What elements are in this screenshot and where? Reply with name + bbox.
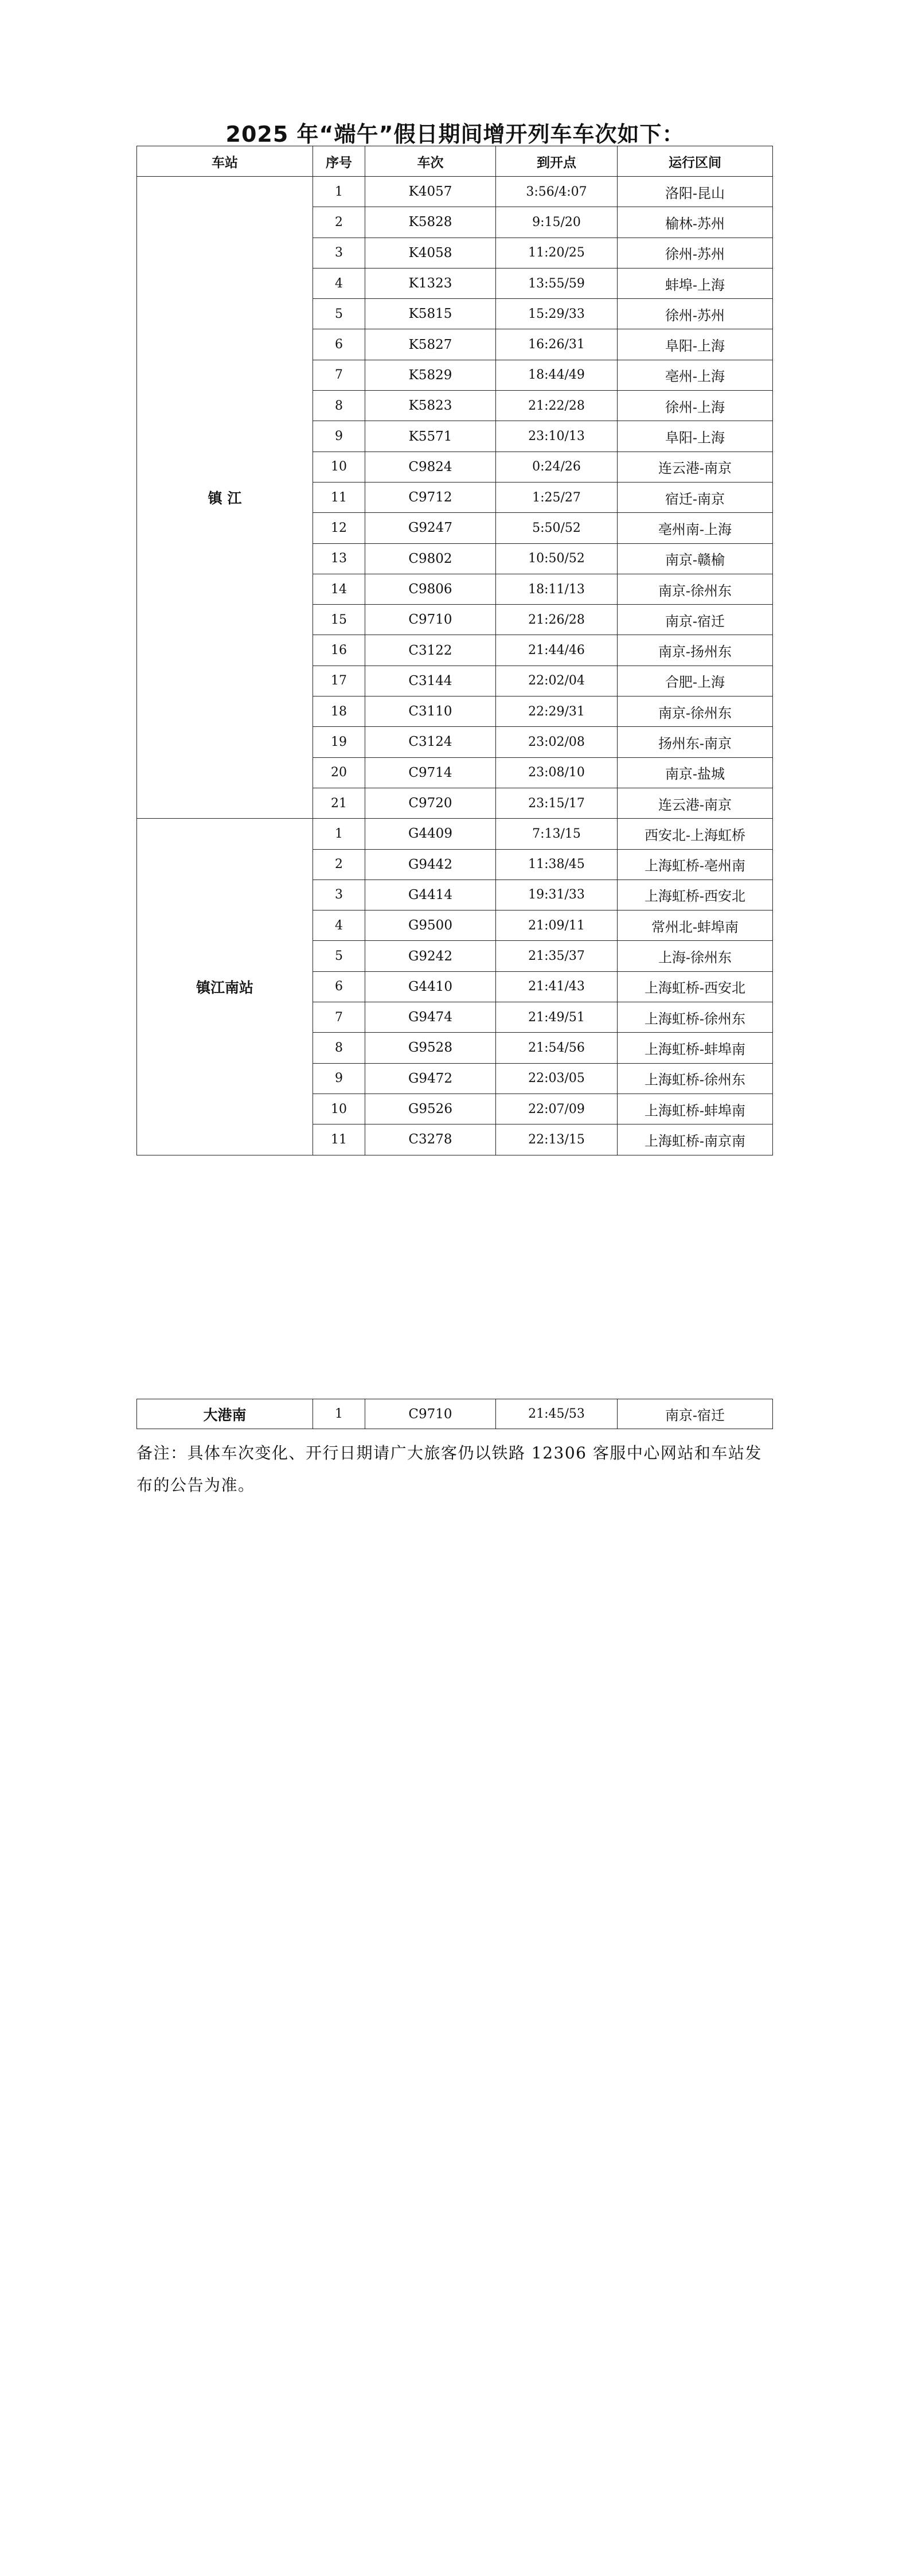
arrival-departure-time: 5:50/52 bbox=[496, 513, 618, 543]
route: 南京-赣榆 bbox=[618, 543, 773, 574]
train-number: G4414 bbox=[365, 880, 496, 910]
train-number: K1323 bbox=[365, 268, 496, 298]
route: 南京-徐州东 bbox=[618, 574, 773, 604]
arrival-departure-time: 23:15/17 bbox=[496, 788, 618, 818]
row-number: 17 bbox=[313, 666, 365, 696]
train-number: C3144 bbox=[365, 666, 496, 696]
row-number: 20 bbox=[313, 757, 365, 788]
route: 亳州南-上海 bbox=[618, 513, 773, 543]
station-name-cell: 大港南 bbox=[137, 1399, 313, 1429]
route: 西安北-上海虹桥 bbox=[618, 819, 773, 849]
arrival-departure-time: 21:35/37 bbox=[496, 941, 618, 971]
row-number: 13 bbox=[313, 543, 365, 574]
route: 上海虹桥-徐州东 bbox=[618, 1002, 773, 1033]
route: 南京-宿迁 bbox=[618, 1399, 773, 1429]
train-number: K5828 bbox=[365, 207, 496, 238]
route: 蚌埠-上海 bbox=[618, 268, 773, 298]
row-number: 16 bbox=[313, 635, 365, 666]
route: 徐州-苏州 bbox=[618, 238, 773, 268]
row-number: 1 bbox=[313, 1399, 365, 1429]
row-number: 1 bbox=[313, 177, 365, 207]
row-number: 8 bbox=[313, 1033, 365, 1063]
arrival-departure-time: 21:44/46 bbox=[496, 635, 618, 666]
header-train: 车次 bbox=[365, 146, 496, 177]
table-row bbox=[137, 177, 773, 207]
row-number: 6 bbox=[313, 329, 365, 360]
row-number: 6 bbox=[313, 971, 365, 1002]
route: 上海-徐州东 bbox=[618, 941, 773, 971]
row-number: 7 bbox=[313, 360, 365, 390]
train-number: C9824 bbox=[365, 452, 496, 482]
arrival-departure-time: 21:45/53 bbox=[496, 1399, 618, 1429]
train-number: K5815 bbox=[365, 299, 496, 329]
arrival-departure-time: 22:07/09 bbox=[496, 1094, 618, 1124]
route: 徐州-苏州 bbox=[618, 299, 773, 329]
route: 上海虹桥-蚌埠南 bbox=[618, 1094, 773, 1124]
route: 南京-盐城 bbox=[618, 757, 773, 788]
train-number: C9710 bbox=[365, 1399, 496, 1429]
row-number: 5 bbox=[313, 941, 365, 971]
route: 宿迁-南京 bbox=[618, 482, 773, 512]
row-number: 3 bbox=[313, 238, 365, 268]
row-number: 9 bbox=[313, 421, 365, 452]
route: 亳州-上海 bbox=[618, 360, 773, 390]
row-number: 3 bbox=[313, 880, 365, 910]
route: 上海虹桥-徐州东 bbox=[618, 1063, 773, 1094]
train-number: C3110 bbox=[365, 696, 496, 727]
station-name-cell: 镇 江 bbox=[137, 177, 313, 819]
arrival-departure-time: 11:20/25 bbox=[496, 238, 618, 268]
arrival-departure-time: 18:44/49 bbox=[496, 360, 618, 390]
station-name-cell: 镇江南站 bbox=[137, 819, 313, 1155]
arrival-departure-time: 21:54/56 bbox=[496, 1033, 618, 1063]
row-number: 12 bbox=[313, 513, 365, 543]
route: 上海虹桥-西安北 bbox=[618, 971, 773, 1002]
route: 扬州东-南京 bbox=[618, 727, 773, 757]
train-number: G4410 bbox=[365, 971, 496, 1002]
row-number: 11 bbox=[313, 482, 365, 512]
arrival-departure-time: 23:02/08 bbox=[496, 727, 618, 757]
route: 南京-扬州东 bbox=[618, 635, 773, 666]
train-number: G9442 bbox=[365, 849, 496, 880]
train-number: G9528 bbox=[365, 1033, 496, 1063]
arrival-departure-time: 0:24/26 bbox=[496, 452, 618, 482]
arrival-departure-time: 18:11/13 bbox=[496, 574, 618, 604]
train-number: C9712 bbox=[365, 482, 496, 512]
arrival-departure-time: 21:26/28 bbox=[496, 605, 618, 635]
route: 连云港-南京 bbox=[618, 788, 773, 818]
arrival-departure-time: 10:50/52 bbox=[496, 543, 618, 574]
page-title: 2025 年“端午”假日期间增开列车车次如下： bbox=[225, 122, 685, 147]
header-station: 车站 bbox=[137, 146, 313, 177]
train-number: C9720 bbox=[365, 788, 496, 818]
route: 阜阳-上海 bbox=[618, 421, 773, 452]
row-number: 8 bbox=[313, 391, 365, 421]
route: 常州北-蚌埠南 bbox=[618, 910, 773, 941]
train-number: C9806 bbox=[365, 574, 496, 604]
row-number: 2 bbox=[313, 207, 365, 238]
arrival-departure-time: 1:25/27 bbox=[496, 482, 618, 512]
train-number: G9526 bbox=[365, 1094, 496, 1124]
extra-station-table bbox=[136, 1399, 773, 1429]
row-number: 10 bbox=[313, 1094, 365, 1124]
route: 南京-宿迁 bbox=[618, 605, 773, 635]
row-number: 11 bbox=[313, 1124, 365, 1155]
route: 徐州-上海 bbox=[618, 391, 773, 421]
train-schedule-table bbox=[136, 146, 773, 1155]
header-time: 到开点 bbox=[496, 146, 618, 177]
route: 南京-徐州东 bbox=[618, 696, 773, 727]
train-number: K5823 bbox=[365, 391, 496, 421]
route: 上海虹桥-亳州南 bbox=[618, 849, 773, 880]
route: 上海虹桥-南京南 bbox=[618, 1124, 773, 1155]
train-number: C9710 bbox=[365, 605, 496, 635]
train-number: C3278 bbox=[365, 1124, 496, 1155]
arrival-departure-time: 15:29/33 bbox=[496, 299, 618, 329]
arrival-departure-time: 22:29/31 bbox=[496, 696, 618, 727]
train-number: G9474 bbox=[365, 1002, 496, 1033]
table-header-row bbox=[137, 146, 773, 177]
arrival-departure-time: 23:10/13 bbox=[496, 421, 618, 452]
route: 连云港-南京 bbox=[618, 452, 773, 482]
row-number: 10 bbox=[313, 452, 365, 482]
row-number: 7 bbox=[313, 1002, 365, 1033]
train-number: G4409 bbox=[365, 819, 496, 849]
arrival-departure-time: 16:26/31 bbox=[496, 329, 618, 360]
train-number: C9802 bbox=[365, 543, 496, 574]
train-number: G9242 bbox=[365, 941, 496, 971]
train-number: C9714 bbox=[365, 757, 496, 788]
arrival-departure-time: 21:41/43 bbox=[496, 971, 618, 1002]
row-number: 14 bbox=[313, 574, 365, 604]
header-number: 序号 bbox=[313, 146, 365, 177]
train-number: G9247 bbox=[365, 513, 496, 543]
row-number: 1 bbox=[313, 819, 365, 849]
row-number: 21 bbox=[313, 788, 365, 818]
footnote: 备注：具体车次变化、开行日期请广大旅客仍以铁路 12306 客服中心网站和车站发布的公告为准。 bbox=[136, 1443, 762, 1495]
arrival-departure-time: 9:15/20 bbox=[496, 207, 618, 238]
row-number: 15 bbox=[313, 605, 365, 635]
train-number: C3122 bbox=[365, 635, 496, 666]
row-number: 2 bbox=[313, 849, 365, 880]
arrival-departure-time: 21:49/51 bbox=[496, 1002, 618, 1033]
row-number: 9 bbox=[313, 1063, 365, 1094]
route: 阜阳-上海 bbox=[618, 329, 773, 360]
route: 榆林-苏州 bbox=[618, 207, 773, 238]
train-number: K5827 bbox=[365, 329, 496, 360]
arrival-departure-time: 7:13/15 bbox=[496, 819, 618, 849]
arrival-departure-time: 23:08/10 bbox=[496, 757, 618, 788]
arrival-departure-time: 3:56/4:07 bbox=[496, 177, 618, 207]
train-number: K4057 bbox=[365, 177, 496, 207]
arrival-departure-time: 11:38/45 bbox=[496, 849, 618, 880]
arrival-departure-time: 22:02/04 bbox=[496, 666, 618, 696]
arrival-departure-time: 22:03/05 bbox=[496, 1063, 618, 1094]
route: 上海虹桥-蚌埠南 bbox=[618, 1033, 773, 1063]
row-number: 4 bbox=[313, 268, 365, 298]
table-row bbox=[137, 1399, 773, 1429]
train-number: G9500 bbox=[365, 910, 496, 941]
train-number: K5829 bbox=[365, 360, 496, 390]
row-number: 18 bbox=[313, 696, 365, 727]
row-number: 19 bbox=[313, 727, 365, 757]
train-number: G9472 bbox=[365, 1063, 496, 1094]
table-row bbox=[137, 819, 773, 849]
train-number: K5571 bbox=[365, 421, 496, 452]
arrival-departure-time: 22:13/15 bbox=[496, 1124, 618, 1155]
arrival-departure-time: 19:31/33 bbox=[496, 880, 618, 910]
row-number: 4 bbox=[313, 910, 365, 941]
train-number: C3124 bbox=[365, 727, 496, 757]
arrival-departure-time: 21:22/28 bbox=[496, 391, 618, 421]
route: 合肥-上海 bbox=[618, 666, 773, 696]
row-number: 5 bbox=[313, 299, 365, 329]
route: 洛阳-昆山 bbox=[618, 177, 773, 207]
arrival-departure-time: 21:09/11 bbox=[496, 910, 618, 941]
route: 上海虹桥-西安北 bbox=[618, 880, 773, 910]
train-number: K4058 bbox=[365, 238, 496, 268]
arrival-departure-time: 13:55/59 bbox=[496, 268, 618, 298]
header-route: 运行区间 bbox=[618, 146, 773, 177]
